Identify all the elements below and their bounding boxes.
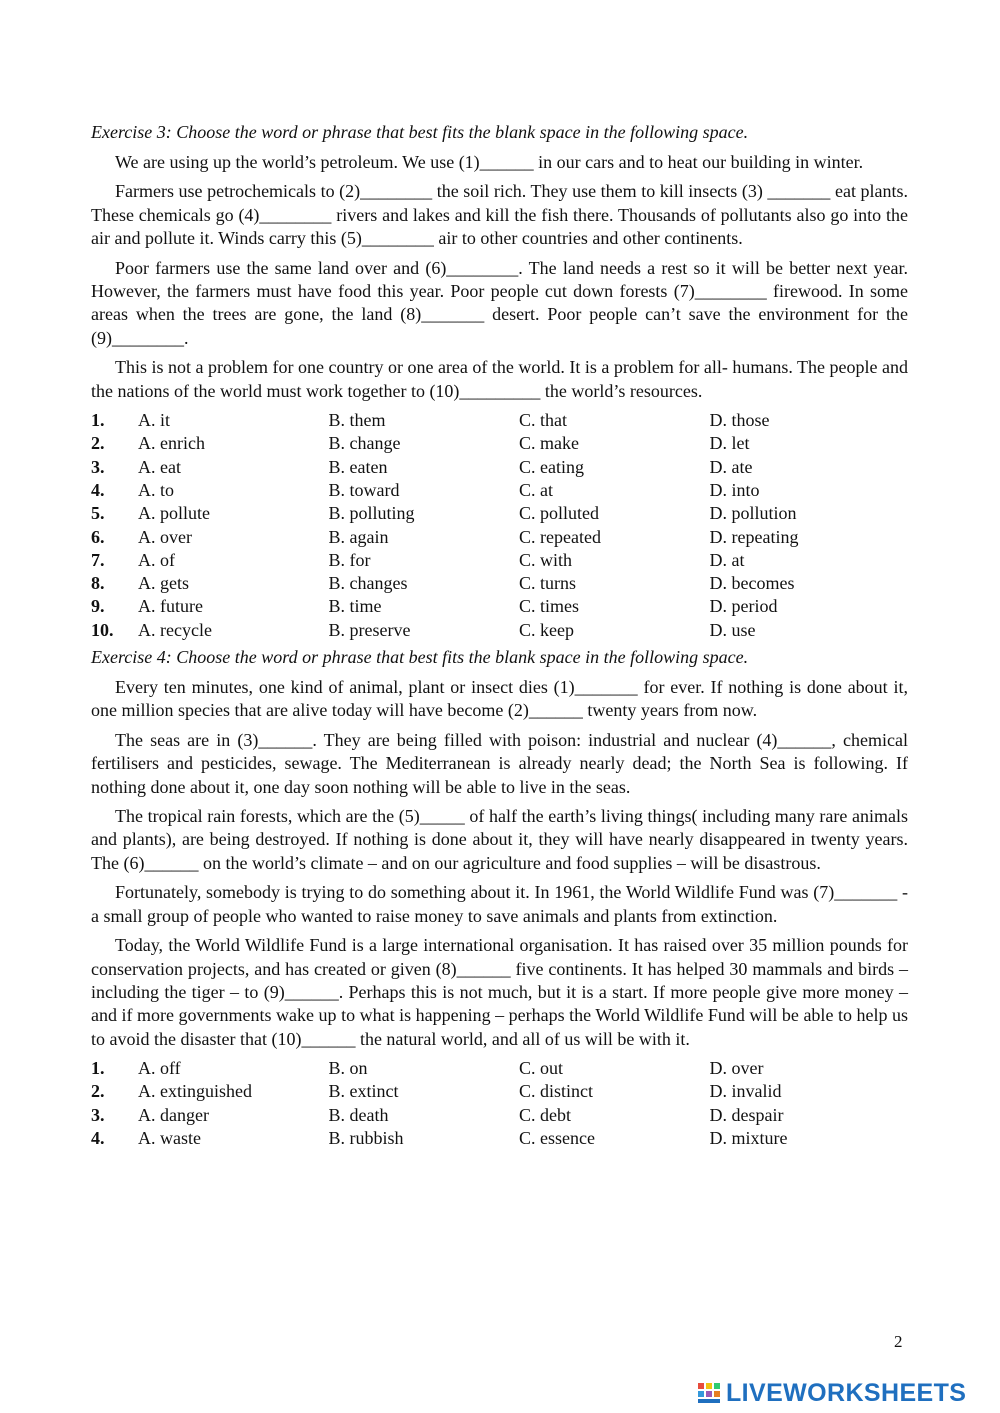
option-row (91, 479, 908, 502)
option-c[interactable]: C. make (519, 433, 579, 454)
option-d[interactable]: D. ate (709, 456, 753, 477)
option-b[interactable]: B. on (328, 1058, 368, 1079)
option-c[interactable]: C. keep (519, 619, 574, 640)
exercise-4-title: Exercise 4: Choose the word or phrase that best fits the blank space in the following space. (91, 647, 749, 668)
question-number: 10. (91, 619, 114, 640)
option-row (91, 595, 908, 618)
exercise-4-paragraph: The tropical rain forests, which are the (5)_____ of half the earth’s living things( including many rare animals and plants), are being destroyed. If nothing is done about it, they will have nearly disappeared in twenty years. The (6)______ on the world’s climate – and on our agriculture and food supplies – will be disastrous. (91, 806, 908, 873)
option-d[interactable]: D. over (709, 1058, 764, 1079)
option-b[interactable]: B. eaten (328, 456, 388, 477)
question-number: 1. (91, 1058, 105, 1079)
option-c[interactable]: C. turns (519, 573, 577, 594)
option-a[interactable]: A. enrich (138, 433, 205, 454)
option-c[interactable]: C. debt (519, 1104, 571, 1125)
option-d[interactable]: D. repeating (709, 526, 799, 547)
option-d[interactable]: D. let (709, 433, 750, 454)
option-a[interactable]: A. pollute (138, 503, 210, 524)
exercise-4-options (91, 1057, 908, 1150)
option-a[interactable]: A. danger (138, 1104, 209, 1125)
option-b[interactable]: B. extinct (328, 1081, 399, 1102)
option-b[interactable]: B. polluting (328, 503, 415, 524)
question-number: 4. (91, 479, 105, 500)
option-b[interactable]: B. again (328, 526, 389, 547)
option-c[interactable]: C. at (519, 479, 553, 500)
liveworksheets-brand[interactable] (697, 1378, 966, 1408)
question-number: 7. (91, 549, 105, 570)
option-a[interactable]: A. off (138, 1058, 181, 1079)
option-d[interactable]: D. despair (709, 1104, 784, 1125)
question-number: 1. (91, 410, 105, 431)
question-number: 5. (91, 503, 105, 524)
exercise-3-paragraph: Poor farmers use the same land over and (6)________. The land needs a rest so it will be better next year. However, the farmers must have food this year. Poor people cut down forests (7)________ firewood. In some areas when the trees are gone, the land (8)_______ desert. Poor people can’t save the environment for the (9)________. (91, 257, 908, 348)
brand-text: LIVEWORKSHEETS (726, 1379, 967, 1407)
option-b[interactable]: B. death (328, 1104, 389, 1125)
option-a[interactable]: A. eat (138, 456, 181, 477)
exercise-4-paragraph: Fortunately, somebody is trying to do something about it. In 1961, the World Wildlife Fund was (7)_______ - a small group of people who wanted to raise money to save animals and plants from extinction. (91, 882, 908, 926)
option-a[interactable]: A. of (138, 549, 175, 570)
option-b[interactable]: B. toward (328, 479, 400, 500)
option-d[interactable]: D. invalid (709, 1081, 782, 1102)
option-d[interactable]: D. period (709, 596, 778, 617)
question-number: 4. (91, 1128, 105, 1149)
option-d[interactable]: D. pollution (709, 503, 797, 524)
page-number: 2 (894, 1332, 903, 1351)
option-row (91, 1057, 908, 1080)
question-number: 3. (91, 456, 105, 477)
exercise-4-paragraph: The seas are in (3)______. They are being filled with poison: industrial and nuclear (4)______, chemical fertilisers and pesticides, sewage. The Mediterranean is already nearly dead; the North Sea is following. If nothing done about it, one day soon nothing will be able to live in the seas. (91, 729, 908, 797)
option-c[interactable]: C. out (519, 1058, 564, 1079)
option-row (91, 1127, 908, 1150)
option-a[interactable]: A. extinguished (138, 1081, 252, 1102)
liveworksheets-logo-icon (697, 1381, 721, 1405)
option-c[interactable]: C. distinct (519, 1081, 594, 1102)
option-c[interactable]: C. essence (519, 1128, 595, 1149)
option-a[interactable]: A. gets (138, 573, 189, 594)
option-a[interactable]: A. over (138, 526, 192, 547)
option-row (91, 1080, 908, 1103)
exercise-4-paragraph: Today, the World Wildlife Fund is a large international organisation. It has raised over 35 million pounds for conservation projects, and has created or given (8)______ five continents. It has helped 30 mammals and birds – including the tiger – to (9)______. Perhaps this is not much, but it is a start. If more people give more money – and if more governments wake up to what is happening – perhaps the World Wildlife Fund will be able to help us to avoid the disaster that (10)______ the natural world, and all of us will be with it. (91, 935, 908, 1049)
option-row (91, 549, 908, 572)
option-d[interactable]: D. becomes (709, 573, 795, 594)
option-d[interactable]: D. those (709, 410, 770, 431)
question-number: 3. (91, 1104, 105, 1125)
option-b[interactable]: B. for (328, 549, 371, 570)
option-row (91, 502, 908, 525)
option-d[interactable]: D. at (709, 549, 745, 570)
option-c[interactable]: C. times (519, 596, 580, 617)
question-number: 8. (91, 573, 105, 594)
exercise-3-paragraph: This is not a problem for one country or one area of the world. It is a problem for all- humans. The people and the nations of the world must work together to (10)_________ the world’s resources. (91, 357, 908, 401)
option-b[interactable]: B. them (328, 410, 386, 431)
question-number: 2. (91, 1081, 105, 1102)
option-c[interactable]: C. polluted (519, 503, 599, 524)
option-row (91, 619, 908, 642)
exercise-3-paragraph: Farmers use petrochemicals to (2)________ the soil rich. They use them to kill insects (3) _______ eat plants. These chemicals go (4)________ rivers and lakes and kill the fish there. Thousands of pollutants also go into the air and pollute it. Winds carry this (5)________ air to other countries and other continents. (91, 181, 908, 249)
option-b[interactable]: B. preserve (328, 619, 411, 640)
option-d[interactable]: D. into (709, 479, 760, 500)
option-a[interactable]: A. it (138, 410, 171, 431)
option-row (91, 456, 908, 479)
option-c[interactable]: C. that (519, 410, 567, 431)
option-d[interactable]: D. mixture (709, 1128, 788, 1149)
option-row (91, 409, 908, 432)
option-row (91, 526, 908, 549)
option-b[interactable]: B. rubbish (328, 1128, 404, 1149)
exercise-3-paragraph: We are using up the world’s petroleum. We use (1)______ in our cars and to heat our building in winter. (115, 152, 864, 172)
option-c[interactable]: C. with (519, 549, 573, 570)
question-number: 6. (91, 526, 105, 547)
option-d[interactable]: D. use (709, 619, 756, 640)
question-number: 9. (91, 596, 105, 617)
option-row (91, 1104, 908, 1127)
question-number: 2. (91, 433, 105, 454)
exercise-3-title: Exercise 3: Choose the word or phrase that best fits the blank space in the following space. (91, 122, 749, 142)
option-b[interactable]: B. changes (328, 573, 408, 594)
worksheet-content (91, 121, 908, 1154)
option-c[interactable]: C. eating (519, 456, 584, 477)
option-b[interactable]: B. time (328, 596, 382, 617)
option-c[interactable]: C. repeated (519, 526, 601, 547)
option-b[interactable]: B. change (328, 433, 401, 454)
option-a[interactable]: A. to (138, 479, 174, 500)
option-row (91, 432, 908, 455)
option-a[interactable]: A. recycle (138, 619, 212, 640)
exercise-4-paragraph: Every ten minutes, one kind of animal, plant or insect dies (1)_______ for ever. If nothing is done about it, one million species that are alive today will have become (2)______ twenty years from now. (91, 677, 908, 721)
exercise-3-options (91, 409, 908, 642)
option-a[interactable]: A. waste (138, 1128, 201, 1149)
option-a[interactable]: A. future (138, 596, 203, 617)
option-row (91, 572, 908, 595)
